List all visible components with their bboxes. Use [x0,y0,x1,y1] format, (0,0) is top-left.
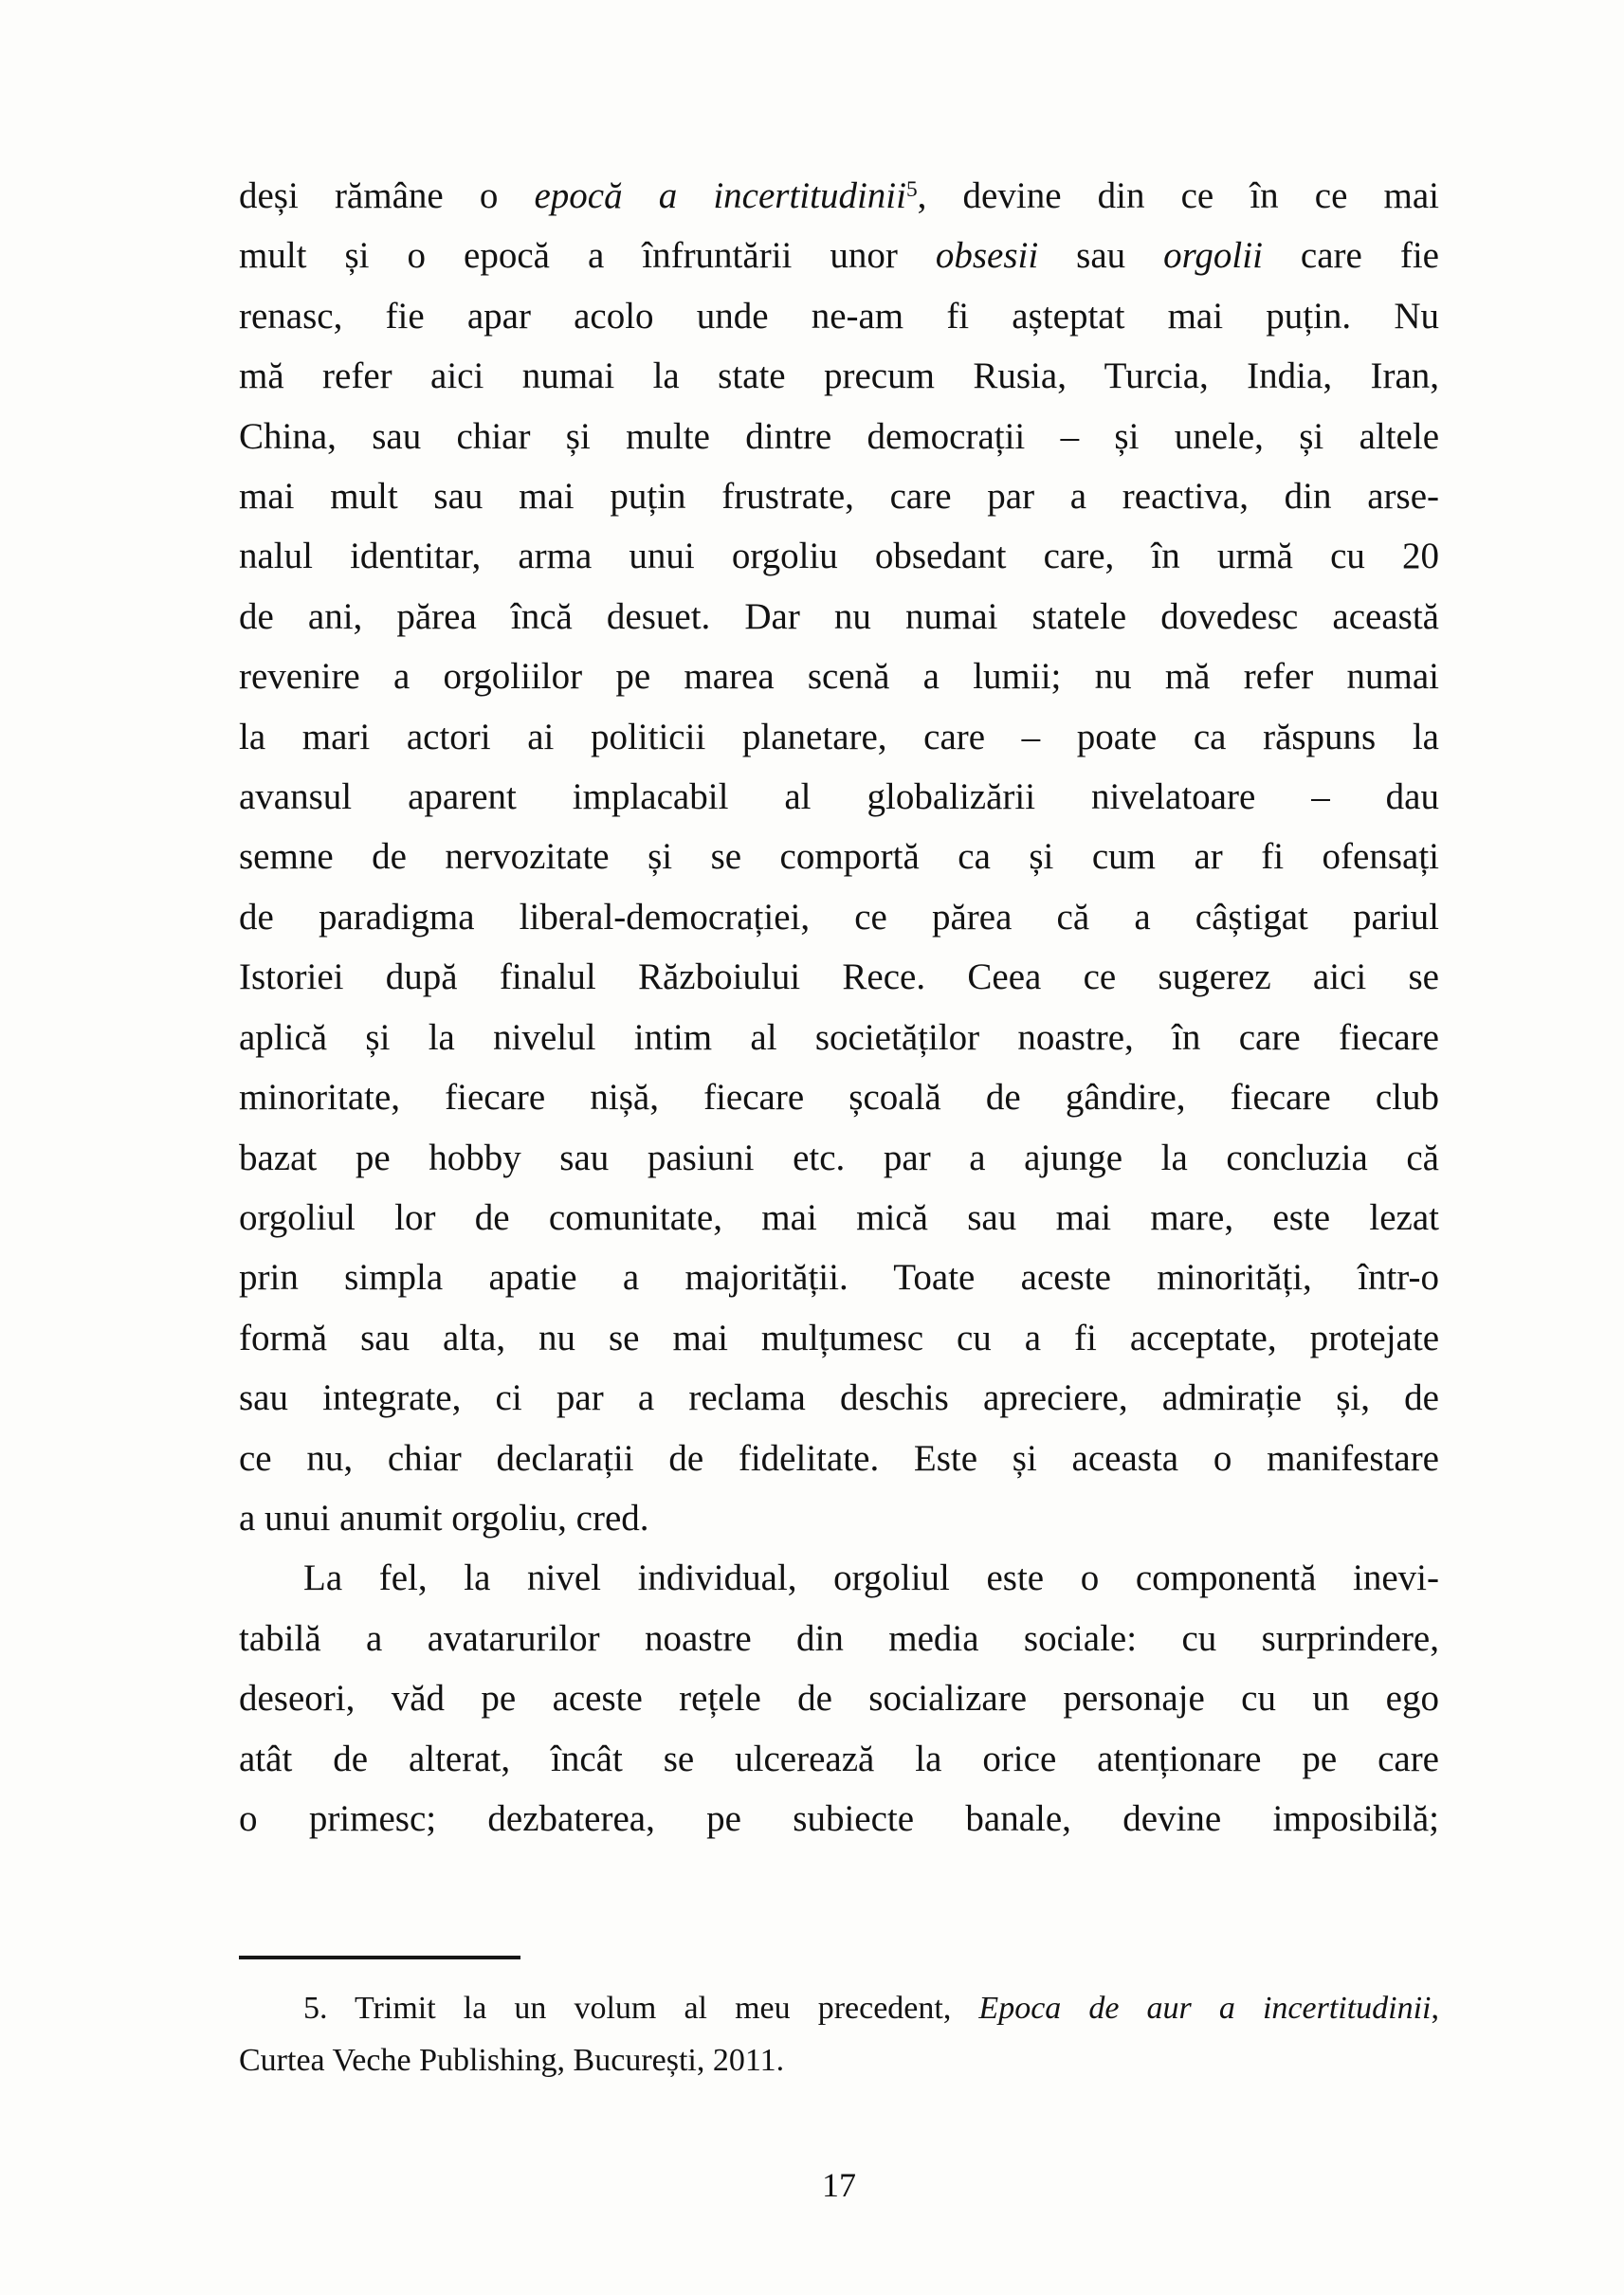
text-run: care fie [1262,235,1439,277]
text-line [239,827,1439,886]
text-run: mă refer aici numai la state precum Rusia, Turcia, India, Iran, [239,355,1439,397]
text-line [239,1188,1439,1248]
text-run: atât de alterat, încât se ulcerează la orice atenționare pe care [239,1738,1439,1779]
italic-text-run: orgolii [1163,235,1263,277]
text-line [239,2034,1439,2086]
text-line [239,647,1439,706]
text-line [239,1609,1439,1668]
text-run: La fel, la nivel individual, orgoliul este o componentă inevi- [303,1557,1439,1599]
text-line [239,526,1439,586]
text-run: la mari actori ai politicii planetare, care – poate ca răspuns la [239,716,1439,757]
body-text [239,166,1439,1849]
text-run: revenire a orgoliilor pe marea scenă a lumii; nu mă refer numai [239,656,1439,698]
italic-text-run: Epoca de aur a incertitudinii [978,1991,1432,2026]
text-run: , [1431,1991,1439,2026]
text-line [239,707,1439,767]
text-line [239,407,1439,466]
text-run: sau integrate, ci par a reclama deschis apreciere, admirație și, de [239,1377,1439,1419]
text-line [239,767,1439,827]
text-run: tabilă a avatarurilor noastre din media sociale: cu surprindere, [239,1617,1439,1659]
text-line [239,1668,1439,1728]
text-line [239,887,1439,947]
text-run: renasc, fie apar acolo unde ne-am fi așteptat mai puțin. Nu [239,295,1439,337]
text-line [239,1368,1439,1428]
text-run: deși rămâne o [239,175,535,216]
text-run: de ani, părea încă desuet. Dar nu numai statele dovedesc această [239,595,1439,637]
text-run: deseori, văd pe aceste rețele de socializare personaje cu un ego [239,1678,1439,1720]
text-run: bazat pe hobby sau pasiuni etc. par a ajunge la concluzia că [239,1137,1439,1178]
footnote [239,1982,1439,2086]
text-line [239,1729,1439,1789]
text-run: Curtea Veche Publishing, București, 2011. [239,2043,785,2078]
text-run: nalul identitar, arma unui orgoliu obsedant care, în urmă cu 20 [239,536,1439,577]
text-run: semne de nervozitate și se comportă ca și cum ar fi ofensați [239,836,1439,878]
italic-text-run: epocă a incertitudinii [534,175,906,216]
text-run: formă sau alta, nu se mai mulțumesc cu a fi acceptate, protejate [239,1317,1439,1358]
text-run: orgoliul lor de comunitate, mai mică sau mai mare, este lezat [239,1196,1439,1238]
text-run: prin simpla apatie a majorității. Toate aceste minorități, într-o [239,1257,1439,1299]
text-line [239,1248,1439,1307]
text-run: o primesc; dezbaterea, pe subiecte banale, devine imposibilă; [239,1797,1439,1839]
text-run: , devine din ce în ce mai [917,175,1440,216]
text-line [239,346,1439,406]
text-run: aplică și la nivelul intim al societăților noastre, în care fiecare [239,1016,1439,1058]
text-run: mai mult sau mai puțin frustrate, care par a reactiva, din arse- [239,476,1439,518]
text-run: China, sau chiar și multe dintre democrații – și unele, și altele [239,415,1439,457]
text-run: mult și o epocă a înfruntării unor [239,235,936,277]
text-run: de paradigma liberal-democrației, ce părea că a câștigat pariul [239,896,1439,938]
footnote-reference: 5 [905,177,918,203]
text-run: Istoriei după finalul Războiului Rece. Ceea ce sugerez aici se [239,956,1439,998]
text-line [239,1308,1439,1368]
text-line [239,1067,1439,1127]
text-run: sau [1038,235,1164,277]
paragraph [239,166,1439,1548]
text-line [239,947,1439,1007]
text-run: 5. Trimit la un volum al meu precedent, [303,1991,979,2026]
text-line [239,1982,1439,2034]
text-line [239,166,1439,226]
text-line [239,1488,1439,1548]
footnote-separator [239,1956,520,1959]
text-line [239,226,1439,285]
text-line [239,587,1439,647]
text-line [239,1008,1439,1067]
paragraph [239,1548,1439,1849]
page-number: 17 [822,2166,856,2204]
text-run: avansul aparent implacabil al globalizării nivelatoare – dau [239,776,1439,818]
italic-text-run: obsesii [935,235,1039,277]
text-line [239,1789,1439,1849]
text-line [239,286,1439,346]
text-line [239,1429,1439,1488]
text-run: minoritate, fiecare nișă, fiecare școală de gândire, fiecare club [239,1077,1439,1119]
text-line [239,466,1439,526]
text-run: a unui anumit orgoliu, cred. [239,1497,649,1539]
text-run: ce nu, chiar declarații de fidelitate. Este și aceasta o manifestare [239,1437,1439,1479]
text-line [239,1128,1439,1188]
text-line [239,1548,1439,1608]
